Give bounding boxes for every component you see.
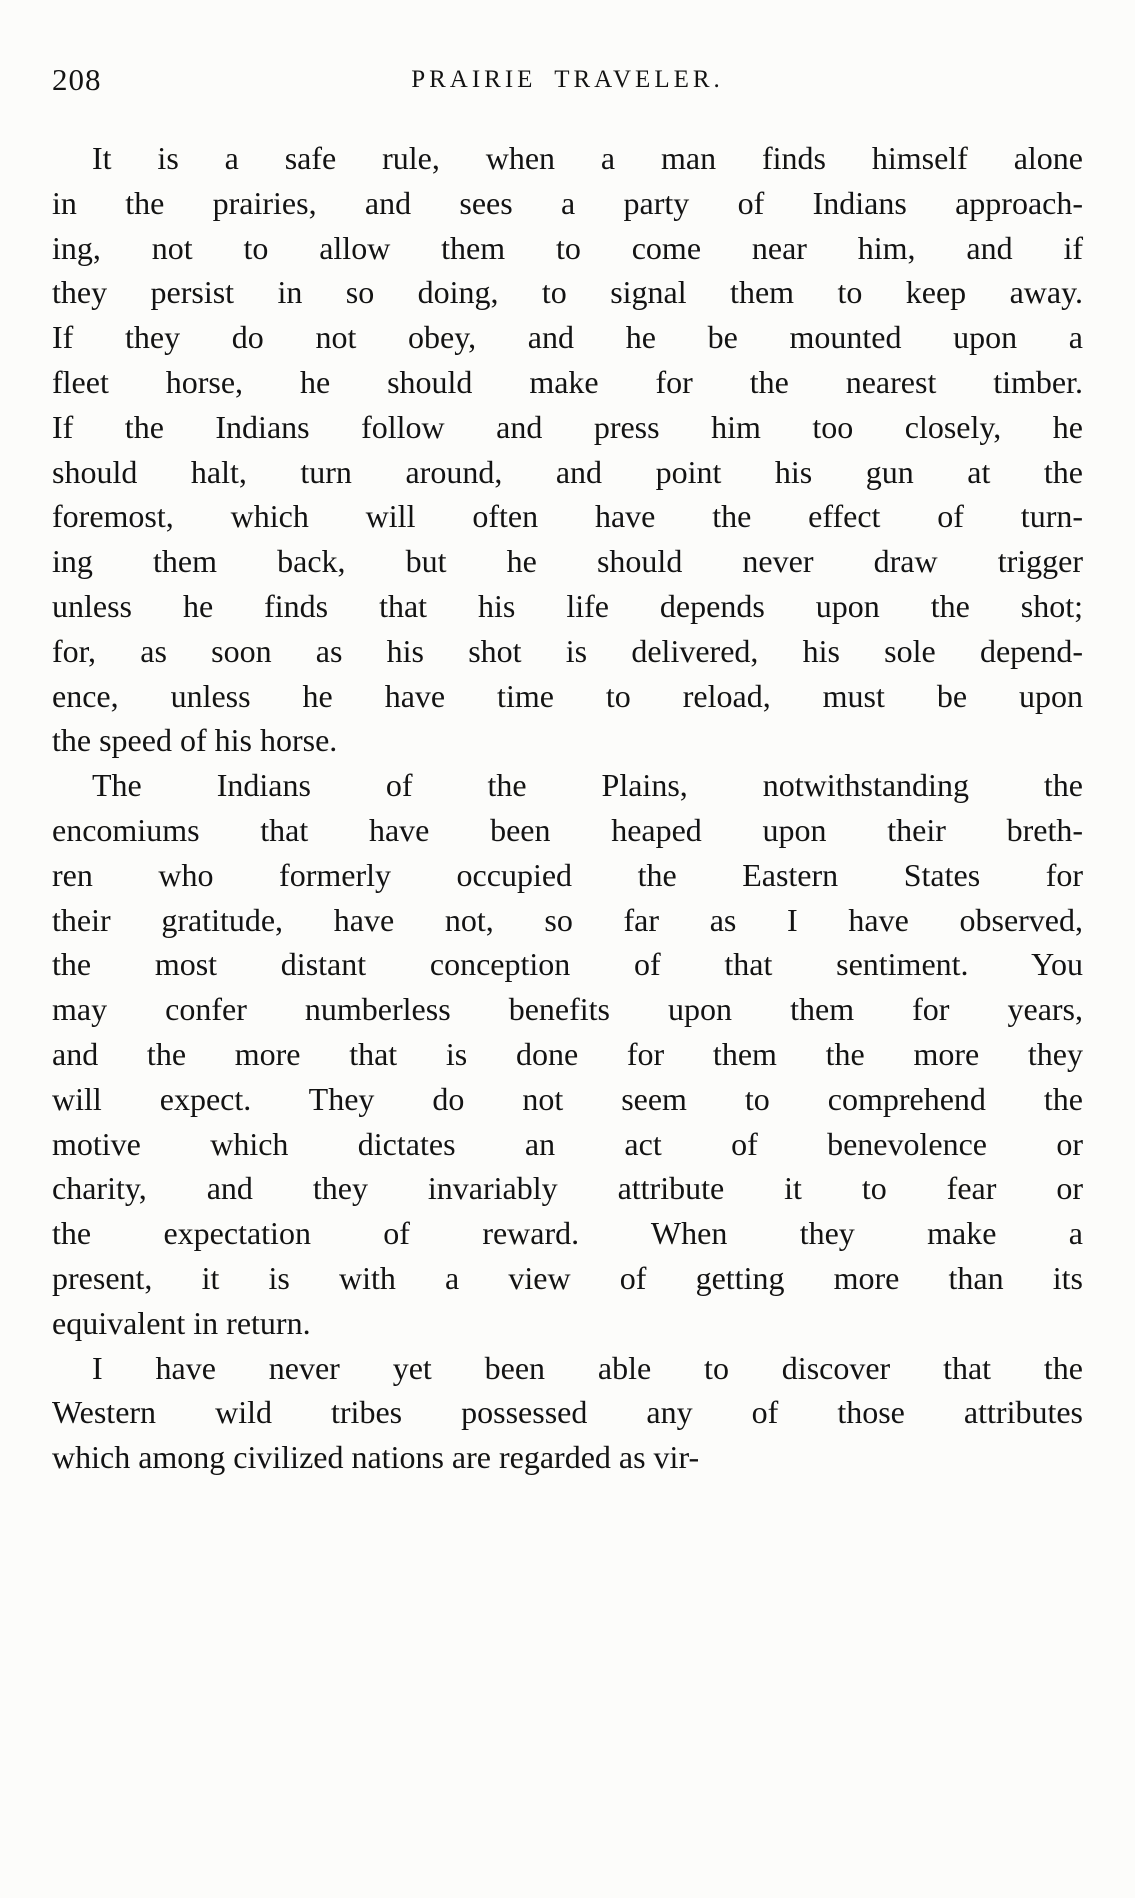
text-line: If the Indians follow and press him too closely, he [52, 408, 1083, 445]
text-line: ing them back, but he should never draw trigger [52, 543, 1083, 580]
text-line: fleet horse, he should make for the nearest timber. [52, 363, 1083, 400]
text-line: the expectation of reward. When they make a [52, 1215, 1083, 1252]
text-line: The Indians of the Plains, notwithstanding the [92, 767, 1083, 804]
text-line: in the prairies, and sees a party of Indians approach- [52, 184, 1083, 221]
page-number: 208 [52, 62, 102, 97]
text-line: which among civilized nations are regarded as vir- [52, 1439, 700, 1476]
text-line: It is a safe rule, when a man finds himself alone [92, 140, 1083, 176]
text-line: present, it is with a view of getting more than its [52, 1259, 1083, 1296]
text-line: ing, not to allow them to come near him, and if [52, 229, 1083, 266]
text-line: ence, unless he have time to reload, must be upon [52, 677, 1083, 714]
text-line: foremost, which will often have the effect of turn- [52, 498, 1083, 535]
text-line: ren who formerly occupied the Eastern States for [52, 856, 1083, 893]
text-line: should halt, turn around, and point his gun at the [52, 453, 1083, 490]
page-body [52, 136, 1083, 1480]
text-line: they persist in so doing, to signal them to keep away. [52, 274, 1083, 311]
text-line: the speed of his horse. [52, 722, 338, 759]
text-line: encomiums that have been heaped upon their breth- [52, 811, 1083, 848]
paragraph [52, 1346, 1083, 1480]
text-line: motive which dictates an act of benevolence or [52, 1125, 1083, 1162]
page-header [52, 62, 1083, 102]
text-line: their gratitude, have not, so far as I have observed, [52, 901, 1083, 938]
paragraph [52, 763, 1083, 1345]
paragraph [52, 136, 1083, 763]
text-line: I have never yet been able to discover that the [92, 1349, 1083, 1386]
text-line: charity, and they invariably attribute it to fear or [52, 1170, 1083, 1207]
text-line: will expect. They do not seem to comprehend the [52, 1080, 1083, 1117]
running-head-title: PRAIRIE TRAVELER. [411, 66, 724, 93]
text-line: If they do not obey, and he be mounted upon a [52, 319, 1083, 356]
text-line: may confer numberless benefits upon them for years, [52, 991, 1083, 1028]
text-line: the most distant conception of that sentiment. You [52, 946, 1083, 983]
text-line: and the more that is done for them the more they [52, 1035, 1083, 1072]
text-line: unless he finds that his life depends upon the shot; [52, 587, 1083, 624]
text-line: for, as soon as his shot is delivered, his sole depend- [52, 632, 1083, 669]
text-line: Western wild tribes possessed any of those attributes [52, 1394, 1083, 1431]
text-line: equivalent in return. [52, 1304, 311, 1341]
